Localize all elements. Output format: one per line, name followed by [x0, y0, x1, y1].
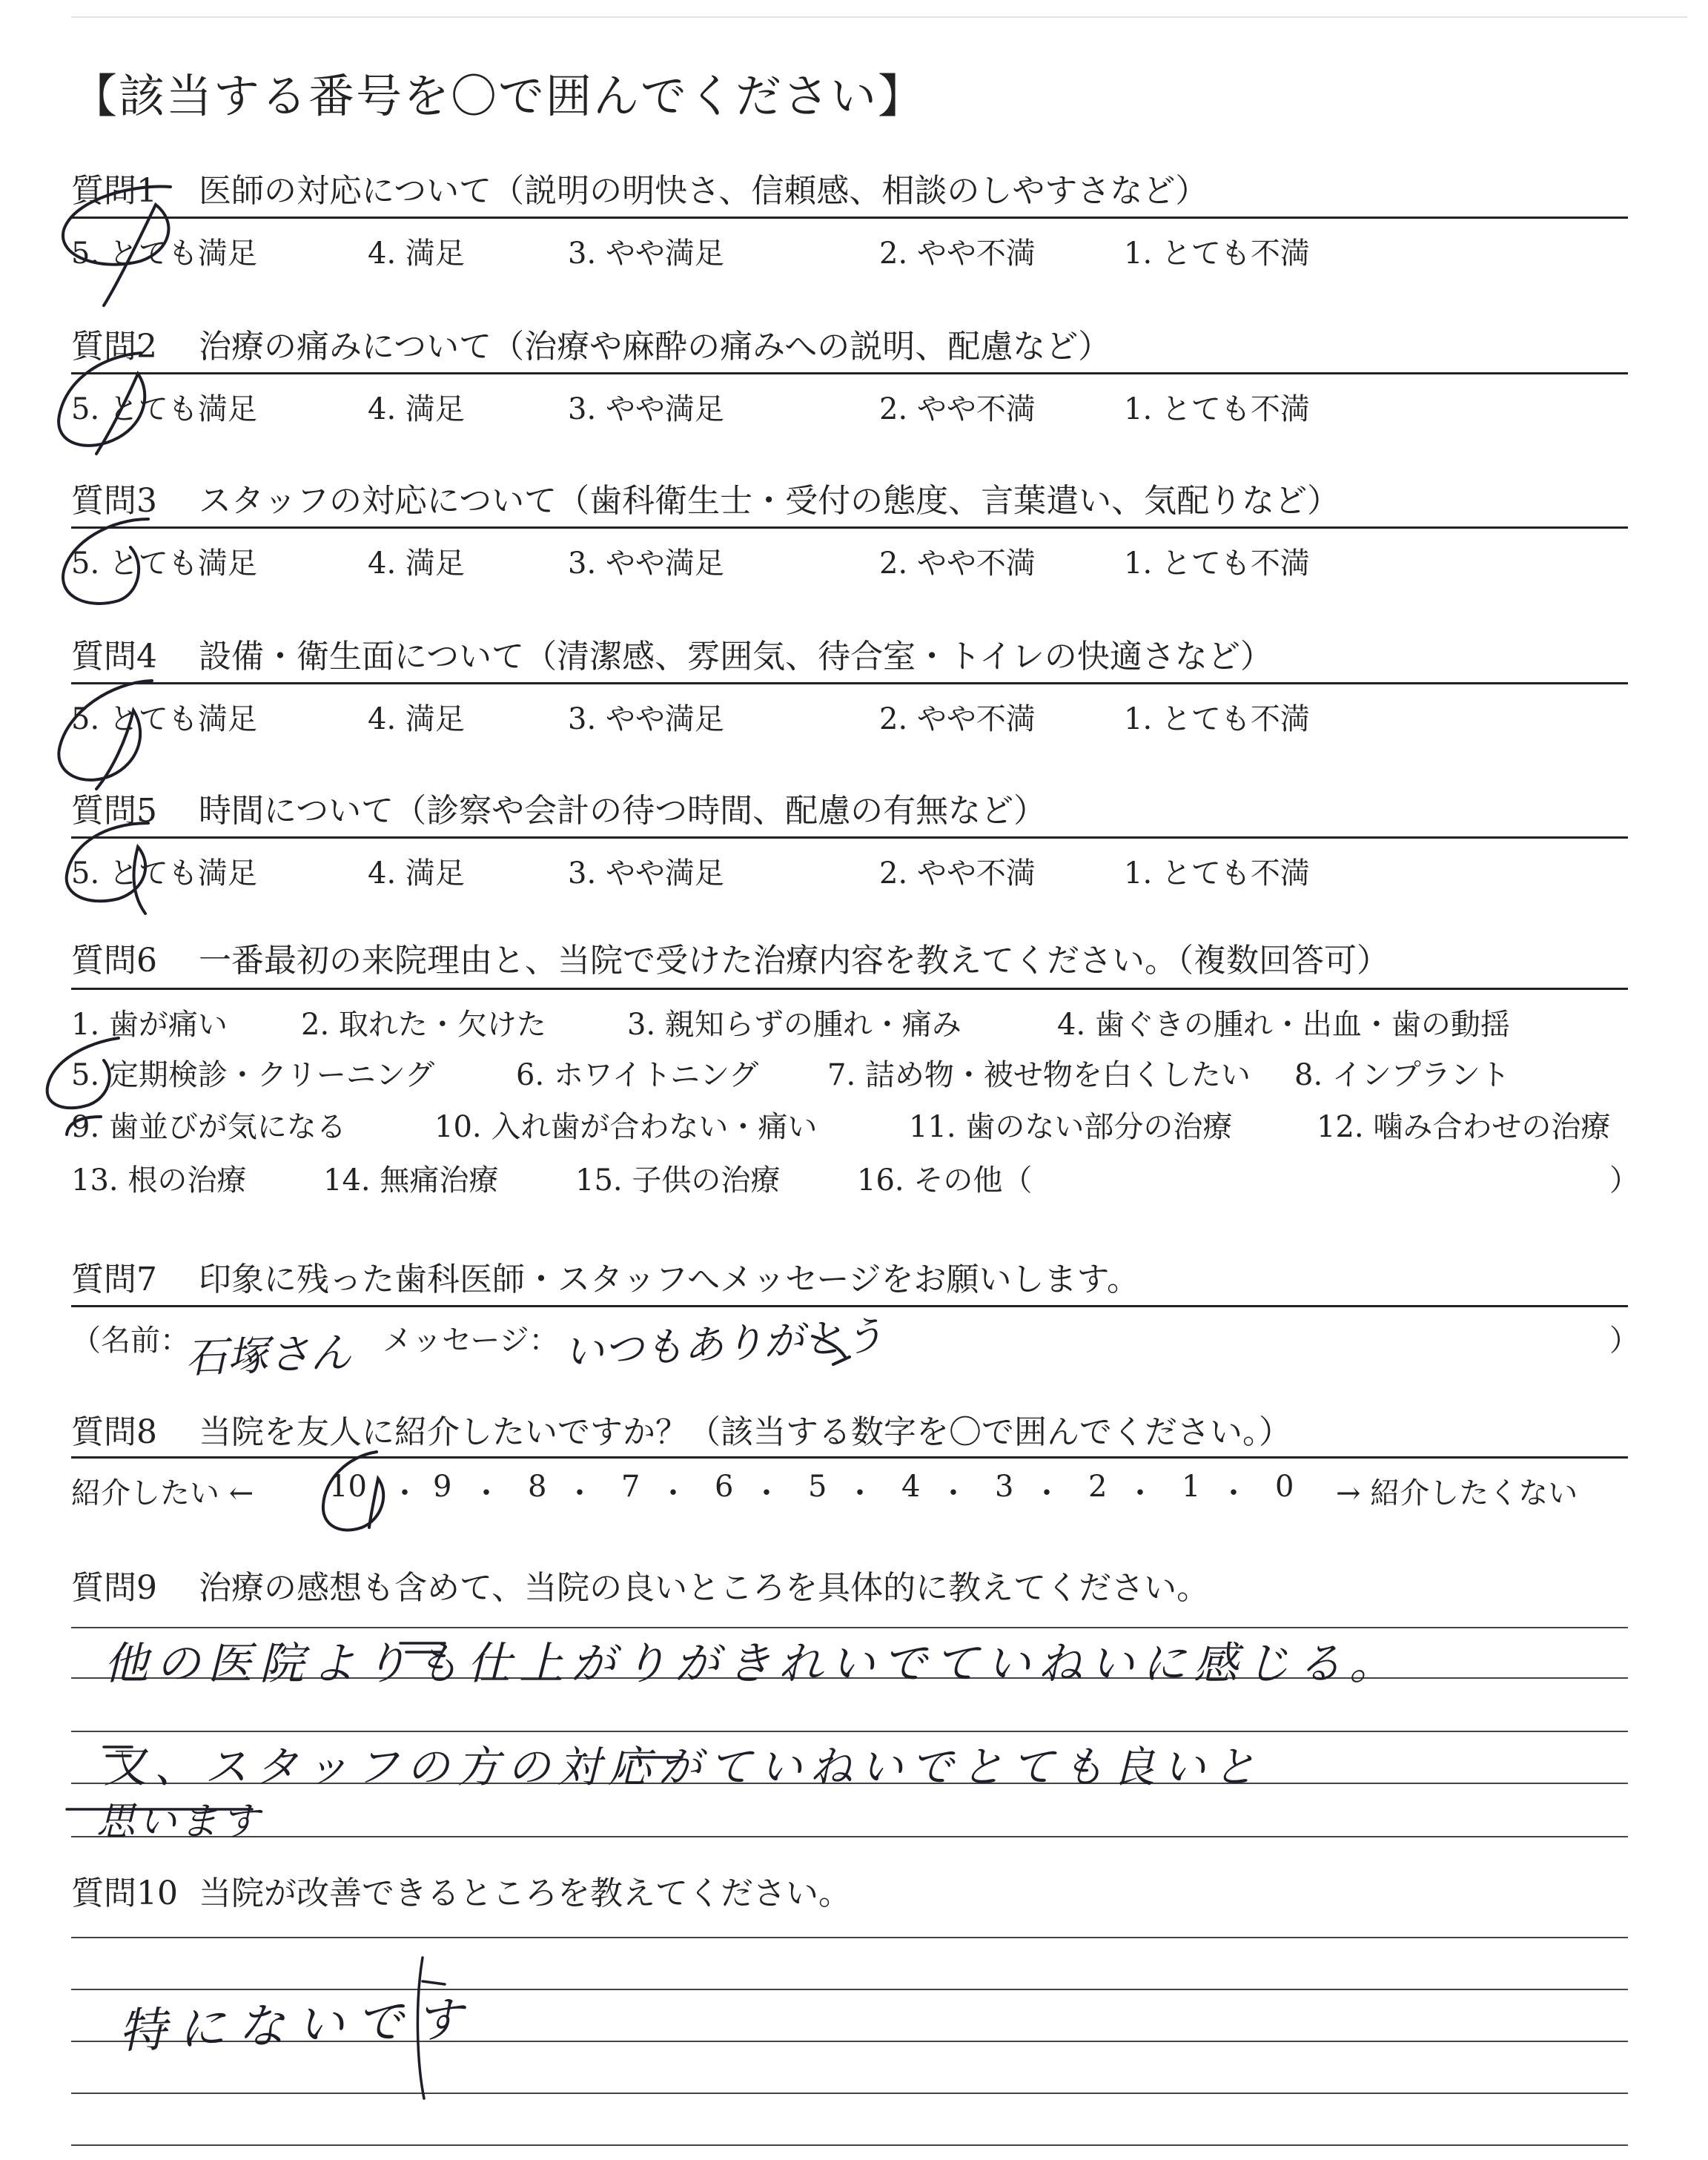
survey-page: 【該当する番号を〇で囲んでください】 質問1 医師の対応について（説明の明快さ、信頼感、相談のしやすさなど） 5. とても満足 4. 満足 3. やや満足 2. やや不満 1. とても不満 質問2 治療の痛みについて（治療や麻酔の痛みへの説明、配慮など） 5. とても満足 4. 満足 3. やや満足 2. やや不満 1. とても不満 質問3 スタッフの対応について（歯科衛生士・受付の態度、言葉遣い、気配りなど） 5. とても満足 4. 満足 3. やや満足 2. やや不満 1. とても不満 質問4 設備・衛生面について（清潔感、雰囲気、待合室・トイレの快適さなど） 5. とても満足 4. 満足 3. やや満足 2. やや不満 1. とても不満 質問5 時間について（診察や会計の待つ時間、配慮の有無など） 5. とても満足 4. 満足 3. やや満足 2. やや不満 1. とても不満 質問6 一番最初の来院理由と、当院で受けた治療内容を教えてください。（複数回答可） 1. 歯が痛い 2. 取れた・欠けた 3. 親知らずの腫れ・痛み 4. 歯ぐきの腫れ・出血・歯の動揺 5. 定期検診・クリーニング 6. ホワイトニング 7. 詰め物・被せ物を白くしたい 8. インプラント 9. 歯並びが気になる 10. 入れ歯が合わない・痛い 11. 歯のない部分の治療 12. 噛み合わせの治療 13. 根の治療 14. 無痛治療 15. 子供の治療 16. その他（ ） 質問7 印象に残った歯科医師・スタッフへメッセージをお願いします。 （名前： メッセージ： ） 石塚さん いつもありがとう 質問8 当院を友人に紹介したいですか？（該当する数字を〇で囲んでください。） 紹介したい ← 10 ・ 9 ・ 8 ・ 7 ・ 6 ・ 5 ・ 4 ・ 3 ・ 2 ・ 1 ・ 0 → 紹介したくない 質問9 治療の感想も含めて、当院の良いところを具体的に教えてください。 他の医院よりも仕上がりがきれいでていねいに感じる。 又、スタッフの方の対応がていねいでとても良いと 思います 質問10 当院が改善できるところを教えてください。 特にないです: [0, 0, 1708, 2160]
q10-answer-line-1[interactable]: 特にないです: [118, 1992, 476, 2060]
divider: [71, 372, 1628, 374]
question-number: 質問3: [71, 482, 157, 520]
name-label: （名前：: [71, 1324, 190, 1358]
question-6: [71, 939, 1628, 983]
question-5: [71, 789, 1628, 833]
divider: [71, 682, 1628, 684]
q6-option[interactable]: 6. ホワイトニング: [516, 1058, 759, 1092]
scale-4[interactable]: 4: [901, 1470, 921, 1504]
option-4[interactable]: 4. 満足: [368, 702, 465, 736]
question-4: [71, 635, 1628, 679]
question-number: 質問10: [71, 1875, 178, 1912]
scale-8[interactable]: 8: [528, 1470, 547, 1504]
scale-1[interactable]: 1: [1182, 1470, 1201, 1504]
answer-line: [71, 1836, 1628, 1837]
q6-option[interactable]: 9. 歯並びが気になる: [71, 1110, 346, 1144]
handwritten-message[interactable]: いつもありがとう: [562, 1312, 885, 1376]
question-number: 質問5: [71, 792, 157, 830]
option-2[interactable]: 2. やや不満: [879, 702, 1036, 736]
option-5[interactable]: 5. とても満足: [71, 702, 257, 736]
question-10: [71, 1872, 1628, 1916]
q6-option[interactable]: 5. 定期検診・クリーニング: [71, 1058, 435, 1092]
option-1[interactable]: 1. とても不満: [1124, 702, 1310, 736]
question-1: [71, 169, 1628, 214]
question-title: 印象に残った歯科医師・スタッフへメッセージをお願いします。: [199, 1261, 1139, 1298]
q6-option[interactable]: 1. 歯が痛い: [71, 1008, 228, 1042]
scale-5[interactable]: 5: [808, 1470, 827, 1504]
answer-line: [71, 2144, 1628, 2146]
handwritten-name[interactable]: 石塚さん: [185, 1329, 353, 1383]
q9-answer-line-2[interactable]: 又、スタッフの方の対応がていねいでとても良いと: [104, 1742, 1264, 1792]
question-number: 質問7: [71, 1261, 157, 1298]
question-title: スタッフの対応について（歯科衛生士・受付の態度、言葉遣い、気配りなど）: [199, 482, 1340, 520]
page-heading: 【該当する番号を〇で囲んでください】: [71, 69, 926, 123]
divider: [71, 1456, 1628, 1459]
option-1[interactable]: 1. とても不満: [1124, 392, 1310, 426]
answer-line: [71, 2093, 1628, 2094]
option-5[interactable]: 5. とても満足: [71, 856, 257, 891]
question-7: [71, 1258, 1628, 1302]
question-number: 質問4: [71, 638, 157, 676]
question-2: [71, 325, 1628, 369]
question-number: 質問9: [71, 1569, 157, 1607]
q6-option[interactable]: 8. インプラント: [1294, 1058, 1510, 1092]
option-4[interactable]: 4. 満足: [368, 392, 465, 426]
message-label: メッセージ：: [383, 1324, 559, 1358]
scale-10[interactable]: 10: [329, 1470, 367, 1504]
question-title: 一番最初の来院理由と、当院で受けた治療内容を教えてください。（複数回答可）: [199, 942, 1389, 980]
divider: [71, 217, 1628, 219]
answer-line: [71, 1937, 1628, 1938]
question-title: 治療の感想も含めて、当院の良いところを具体的に教えてください。: [199, 1569, 1210, 1607]
q6-option[interactable]: 14. 無痛治療: [323, 1163, 499, 1198]
option-3[interactable]: 3. やや満足: [568, 856, 724, 891]
q6-option-other[interactable]: 16. その他（: [857, 1163, 1033, 1198]
scale-0[interactable]: 0: [1275, 1470, 1294, 1504]
option-5[interactable]: 5. とても満足: [71, 237, 257, 271]
question-title: 当院を友人に紹介したいですか？（該当する数字を〇で囲んでください。）: [199, 1413, 1291, 1451]
top-border: [71, 16, 1687, 18]
q6-option[interactable]: 11. 歯のない部分の治療: [909, 1110, 1233, 1144]
q9-answer-line-3[interactable]: 思います: [96, 1800, 263, 1844]
option-4[interactable]: 4. 満足: [368, 856, 465, 891]
scale-7[interactable]: 7: [621, 1470, 640, 1504]
option-2[interactable]: 2. やや不満: [879, 392, 1036, 426]
option-1[interactable]: 1. とても不満: [1124, 546, 1310, 581]
question-number: 質問1: [71, 172, 157, 210]
option-3[interactable]: 3. やや満足: [568, 546, 724, 581]
divider: [71, 526, 1628, 529]
question-title: 医師の対応について（説明の明快さ、信頼感、相談のしやすさなど）: [199, 172, 1208, 210]
option-1[interactable]: 1. とても不満: [1124, 856, 1310, 891]
option-5[interactable]: 5. とても満足: [71, 546, 257, 581]
question-title: 時間について（診察や会計の待つ時間、配慮の有無など）: [199, 792, 1047, 830]
q6-option[interactable]: 13. 根の治療: [71, 1163, 247, 1198]
question-8: [71, 1410, 1628, 1455]
q9-answer-line-1[interactable]: 他の医院よりも仕上がりがきれいでていねいに感じる。: [104, 1638, 1401, 1690]
close-paren: ）: [1609, 1324, 1639, 1358]
option-3[interactable]: 3. やや満足: [568, 702, 724, 736]
q6-option[interactable]: 3. 親知らずの腫れ・痛み: [627, 1008, 961, 1042]
q6-option[interactable]: 15. 子供の治療: [575, 1163, 781, 1198]
divider: [71, 988, 1628, 990]
divider: [71, 836, 1628, 839]
q6-option[interactable]: 2. 取れた・欠けた: [301, 1008, 546, 1042]
scale-right-label: → 紹介したくない: [1336, 1476, 1578, 1510]
option-2[interactable]: 2. やや不満: [879, 856, 1036, 891]
q6-option[interactable]: 12. 噛み合わせの治療: [1317, 1110, 1611, 1144]
q6-option[interactable]: 7. 詰め物・被せ物を白くしたい: [827, 1058, 1251, 1092]
scale-2[interactable]: 2: [1088, 1470, 1108, 1504]
option-4[interactable]: 4. 満足: [368, 546, 465, 581]
question-number: 質問6: [71, 942, 157, 980]
q6-option[interactable]: 10. 入れ歯が合わない・痛い: [434, 1110, 818, 1144]
question-3: [71, 479, 1628, 524]
close-paren: ）: [1609, 1163, 1639, 1198]
question-number: 質問2: [71, 328, 157, 366]
option-3[interactable]: 3. やや満足: [568, 392, 724, 426]
q6-option[interactable]: 4. 歯ぐきの腫れ・出血・歯の動揺: [1057, 1008, 1510, 1042]
question-title: 設備・衛生面について（清潔感、雰囲気、待合室・トイレの快適さなど）: [199, 638, 1273, 676]
option-2[interactable]: 2. やや不満: [879, 237, 1036, 271]
option-2[interactable]: 2. やや不満: [879, 546, 1036, 581]
question-9: [71, 1566, 1628, 1611]
question-number: 質問8: [71, 1413, 157, 1451]
option-1[interactable]: 1. とても不満: [1124, 237, 1310, 271]
option-4[interactable]: 4. 満足: [368, 237, 465, 271]
scale-left-label: 紹介したい ←: [71, 1476, 254, 1510]
question-title: 当院が改善できるところを教えてください。: [199, 1875, 851, 1912]
scale-3[interactable]: 3: [995, 1470, 1014, 1504]
scale-9[interactable]: 9: [433, 1470, 452, 1504]
option-5[interactable]: 5. とても満足: [71, 392, 257, 426]
option-3[interactable]: 3. やや満足: [568, 237, 724, 271]
scale-6[interactable]: 6: [715, 1470, 734, 1504]
question-title: 治療の痛みについて（治療や麻酔の痛みへの説明、配慮など）: [199, 328, 1111, 366]
